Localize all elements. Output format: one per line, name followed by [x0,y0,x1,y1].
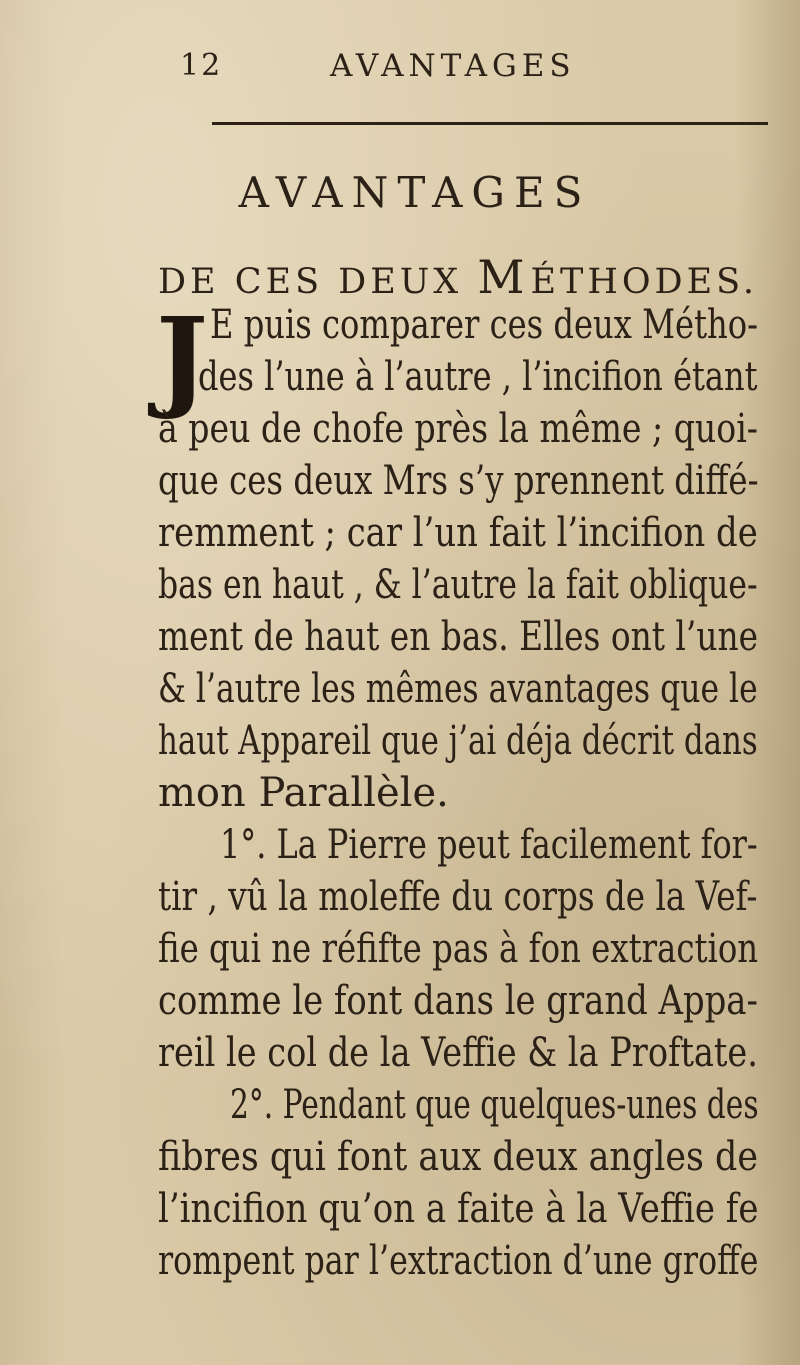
text-line: à peu de chofe près la même ; quoi- [158,406,758,452]
section-subtitle [158,250,759,304]
text-line: fibres qui font aux deux angles de [158,1134,758,1180]
text-line: & l’autre les mêmes avantages que le [158,666,758,712]
text-line: 2°. Pendant que quelques-unes des [230,1082,759,1128]
running-title: AVANTAGES [330,48,576,84]
drop-capital: J [156,293,209,422]
text-line: bas en haut , & l’autre la fait oblique- [158,562,758,608]
text-line: comme le font dans le grand Appa- [158,978,758,1024]
section-title: AVANTAGES [238,168,592,217]
text-line: fie qui ne réfifte pas à fon extraction [158,926,759,972]
text-line: tir , vû la moleffe du corps de la Vef- [158,874,758,920]
text-line: mon Parallèle. [158,770,449,816]
text-line: l’incifion qu’on a faite à la Veffie fe [158,1186,759,1232]
page-number: 12 [180,48,223,83]
text-line: rompent par l’extraction d’une groffe [158,1238,759,1284]
subtitle-end: ÉTHODES. [530,262,759,302]
text-line: ment de haut en bas. Elles ont l’une [158,614,759,660]
text-line: 1°. La Pierre peut facilement for- [220,822,758,868]
header-rule [212,122,768,125]
subtitle-start: DE CES DEUX [158,262,478,302]
running-head [180,48,740,92]
subtitle-capital: M [477,250,531,304]
text-line: E puis comparer ces deux Métho- [210,302,758,348]
text-line: remment ; car l’un fait l’incifion de [158,510,758,556]
text-line: que ces deux Mrs s’y prennent diffé- [158,458,759,504]
text-line: des l’une à l’autre , l’incifion étant [198,354,758,400]
text-line: haut Appareil que j’ai déja décrit dans [158,718,758,764]
text-line: reil le col de la Veffie & la Proftate. [158,1030,758,1076]
